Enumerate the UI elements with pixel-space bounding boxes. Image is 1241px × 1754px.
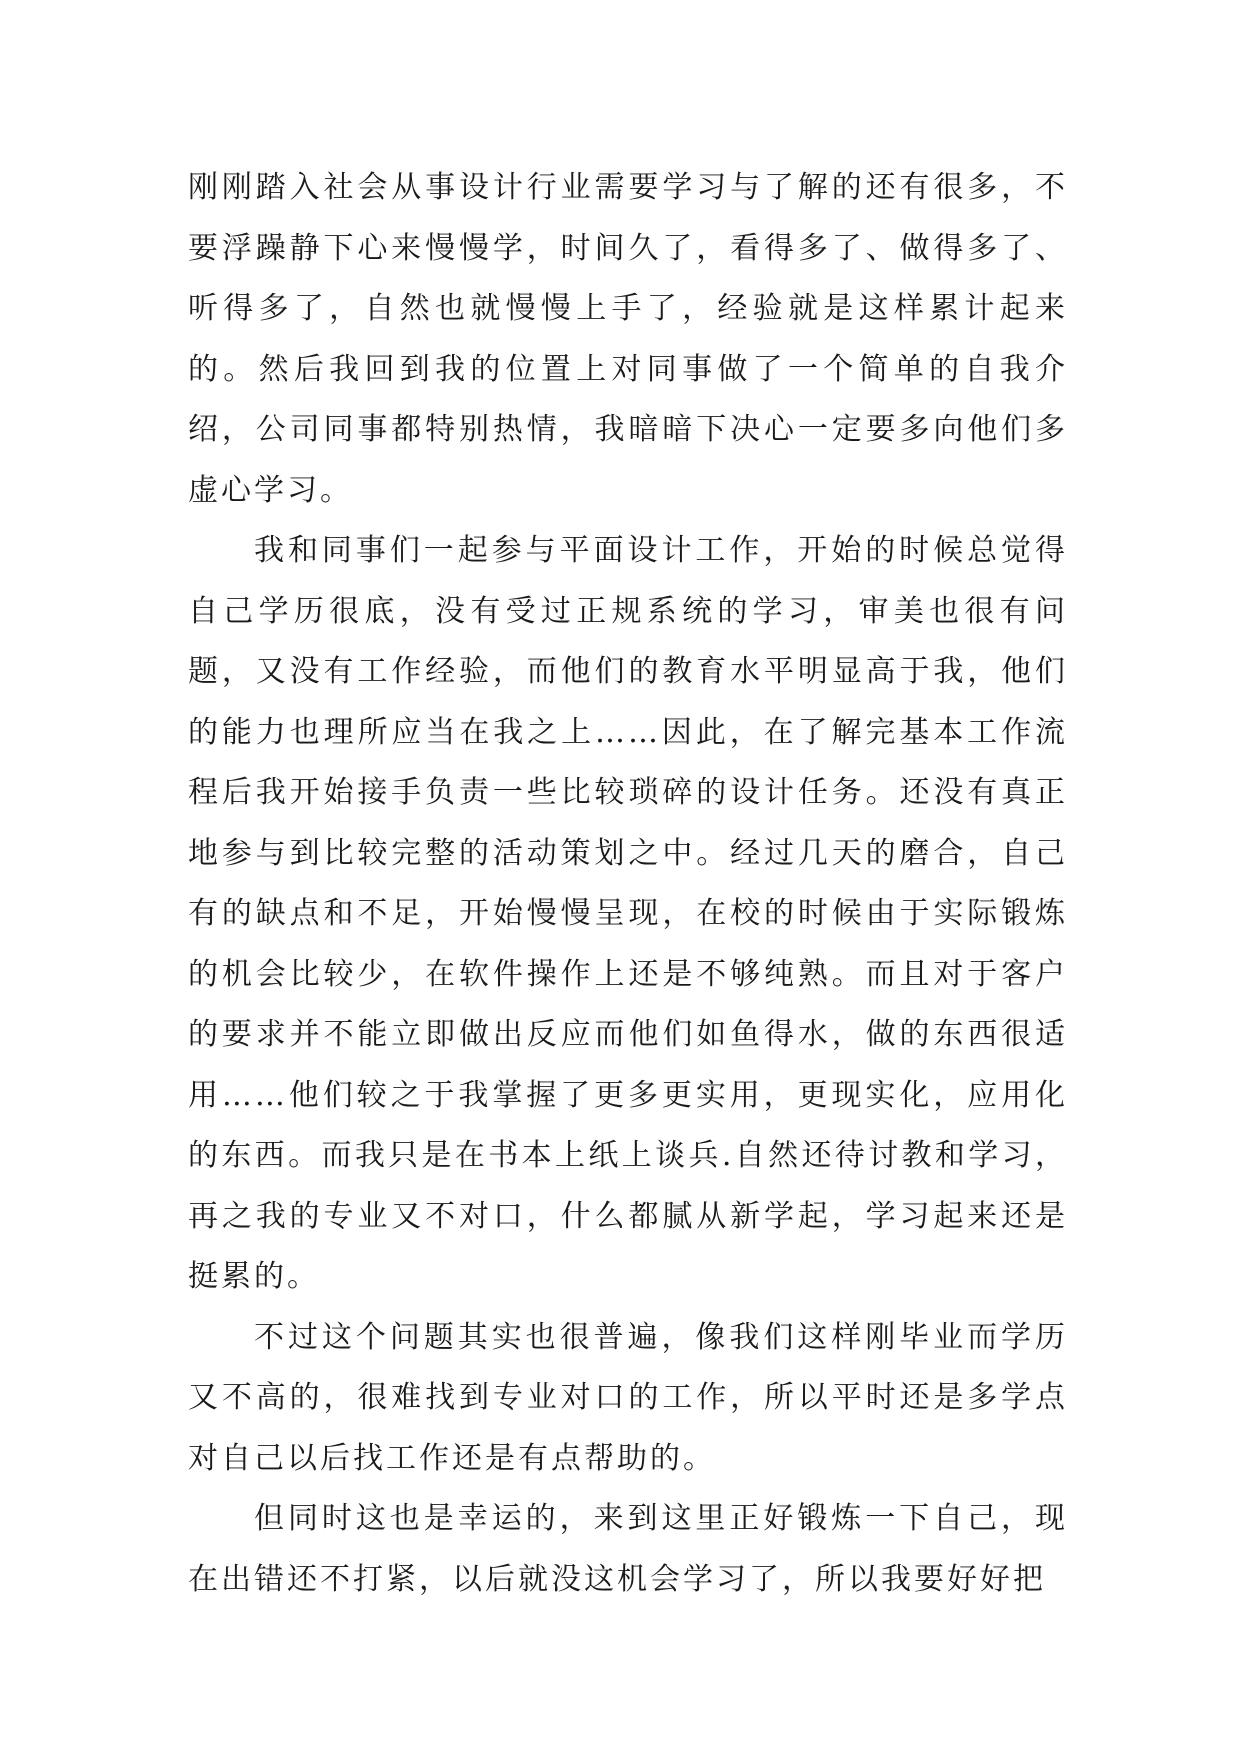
- paragraph-2: 我和同事们一起参与平面设计工作，开始的时候总觉得自己学历很底，没有受过正规系统的学习，审美也很有问题，又没有工作经验，而他们的教育水平明显高于我，他们的能力也理所应当在我之上……因此，在了解完基本工作流程后我开始接手负责一些比较琐碎的设计任务。还没有真正地参与到比较完整的活动策划之中。经过几天的磨合，自己有的缺点和不足，开始慢慢呈现，在校的时候由于实际锻炼的机会比较少，在软件操作上还是不够纯熟。而且对于客户的要求并不能立即做出反应而他们如鱼得水，做的东西很适用……他们较之于我掌握了更多更实用，更现实化，应用化的东西。而我只是在书本上纸上谈兵.自然还待讨教和学习，再之我的专业又不对口，什么都腻从新学起，学习起来还是挺累的。: [188, 533, 1068, 1294]
- document-body: [188, 158, 1068, 1610]
- paragraph-4: 但同时这也是幸运的，来到这里正好锻炼一下自己，现在出错还不打紧，以后就没这机会学习了，所以我要好好把: [188, 1501, 1068, 1597]
- paragraph-1: 刚刚踏入社会从事设计行业需要学习与了解的还有很多，不要浮躁静下心来慢慢学，时间久了，看得多了、做得多了、听得多了，自然也就慢慢上手了，经验就是这样累计起来的。然后我回到我的位置上对同事做了一个简单的自我介绍，公司同事都特别热情，我暗暗下决心一定要多向他们多虚心学习。: [188, 170, 1068, 508]
- paragraph-3: 不过这个问题其实也很普遍，像我们这样刚毕业而学历又不高的，很难找到专业对口的工作，所以平时还是多学点对自己以后找工作还是有点帮助的。: [188, 1319, 1068, 1476]
